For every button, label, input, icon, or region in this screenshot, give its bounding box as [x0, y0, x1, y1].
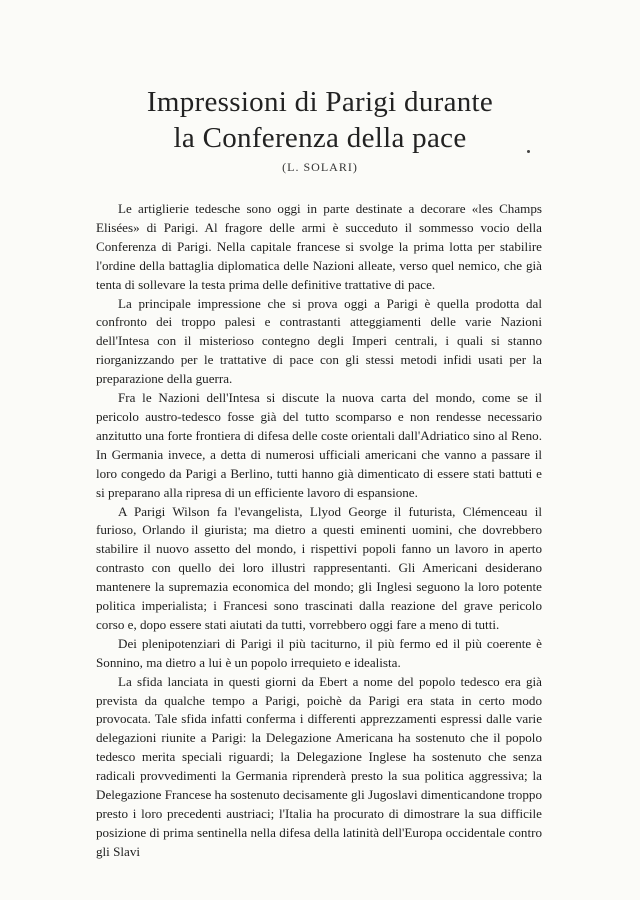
title-line-1: Impressioni di Parigi durante	[146, 86, 494, 118]
article-title	[0, 84, 640, 156]
paragraph: A Parigi Wilson fa l'evangelista, Llyod George il futurista, Clémenceau il furioso, Orlando il giurista; ma dietro a questi eminenti uomini, che dovrebbero stabilire il nuovo assetto del mondo, i rispettivi popoli fanno un lavoro in aperto contrasto con quello dei loro illustri rappresentanti. Gli Americani desiderano mantenere la supremazia economica del mondo; gli Inglesi seguono la loro potente politica imperialista; i Francesi sono trascinati dalla reazione del grave pericolo corso e, dopo essere stati aiutati da tutti, vorrebbero oggi fare a meno di tutti.	[96, 503, 542, 632]
paragraph: Dei plenipotenziari di Parigi il più taciturno, il più fermo ed il più coerente è Sonnino, ma dietro a lui è un popolo irrequieto e idealista.	[96, 635, 542, 670]
paragraph: La principale impressione che si prova oggi a Parigi è quella prodotta dal confronto dei troppo palesi e contrastanti atteggiamenti delle varie Nazioni dell'Intesa con il misterioso contegno degli Imperi centrali, i quali si stanno riorganizzando per le trattative di pace con gli stessi metodi infidi usati per la preparazione della guerra.	[96, 295, 542, 387]
paragraph: Le artiglierie tedesche sono oggi in parte destinate a decorare «les Champs Elisées» di Parigi. Al fragore delle armi è succeduto il sommesso vocio della Conferenza di Parigi. Nella capitale francese si svolge la prima lotta per stabilire l'ordine della battaglia diplomatica delle Nazioni alleate, verso quel nemico, che già tenta di sollevare la testa prima delle definitive trattative di pace.	[96, 201, 542, 292]
paragraph: La sfida lanciata in questi giorni da Ebert a nome del popolo tedesco era già prevista da qualche tempo a Parigi, poichè da Parigi era stata in certo modo provocata. Tale sfida infatti conferma i differenti apprezzamenti espressi dalle varie delegazioni riunite a Parigi: la Delegazione Americana ha sostenuto che il popolo tedesco merita speciali riguardi; la Delegazione Inglese ha sostenuto che senza radicali provvedimenti la Germania riprenderà presto la sua politica aggressiva; la Delegazione Francese ha sostenuto decisamente gli Jugoslavi dimenticandone troppo presto i loro precedenti austriaci; l'Italia ha procurato di dimostrare la sua difficile posizione di prima sentinella nella difesa della latinità dell'Europa occidentale contro gli Slavi	[96, 673, 542, 859]
author-byline: (L. SOLARI)	[282, 160, 358, 174]
title-line-2: la Conferenza della pace	[173, 122, 467, 154]
article-body	[96, 200, 542, 862]
printing-speck	[527, 150, 530, 153]
paragraph: Fra le Nazioni dell'Intesa si discute la nuova carta del mondo, come se il pericolo austro-tedesco fosse già del tutto scomparso e non rendesse necessario anzitutto una forte frontiera di difesa delle coste orientali dall'Adriatico sino al Reno. In Germania invece, a detta di numerosi ufficiali americani che vanno a passare il loro congedo da Parigi a Berlino, tutti hanno già dimenticato di essere stati battuti e si preparano alla ripresa di un efficiente lavoro di espansione.	[96, 390, 542, 500]
